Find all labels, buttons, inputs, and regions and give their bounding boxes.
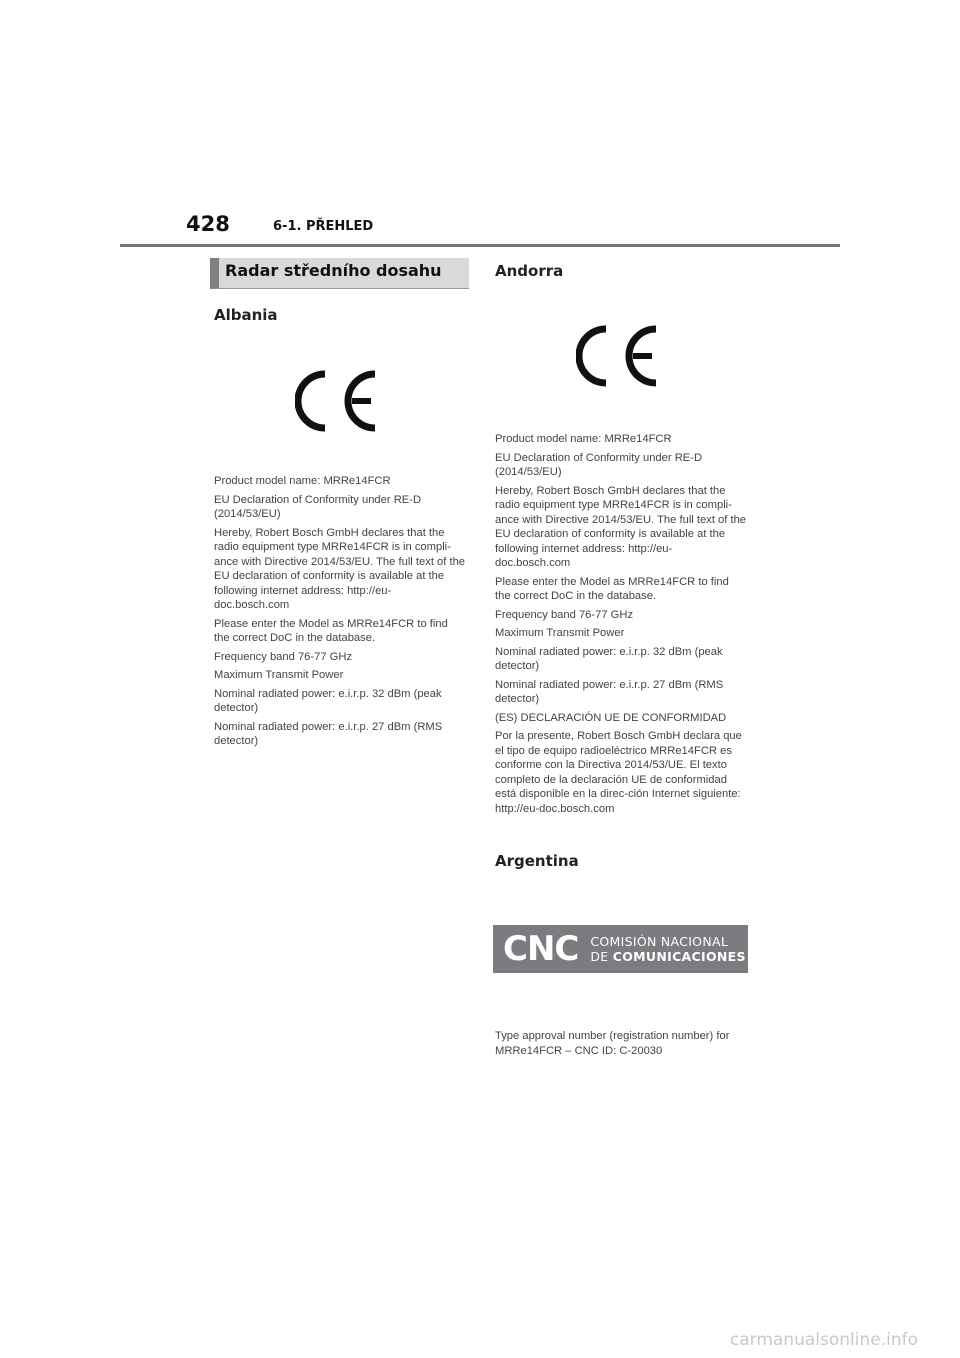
albania-para-4: Please enter the Model as MRRe14FCR to find the correct DoC in the database. (214, 617, 448, 644)
albania-para-7: Nominal radiated power: e.i.r.p. 32 dBm (peak detector) (214, 687, 442, 714)
andorra-para-5: Frequency band 76-77 GHz (495, 608, 634, 621)
andorra-para-1: Product model name: MRRe14FCR (495, 433, 672, 445)
argentina-para-1: Type approval number (registration number) for MRRe14FCR – CNC ID: C-20030 (495, 1030, 730, 1057)
cnc-logo-text (590, 934, 745, 964)
albania-para-6: Maximum Transmit Power (214, 669, 344, 681)
section-title: Radar středního dosahu (225, 261, 442, 280)
watermark: carmanualsonline.info (729, 1330, 918, 1350)
page-number: 428 (186, 212, 230, 236)
cnc-line-2-prefix: DE (590, 949, 609, 964)
albania-para-2: EU Declaration of Conformity under RE-D (2014/53/EU) (214, 493, 422, 520)
cnc-line-2-strong: COMUNICACIONES (612, 949, 746, 964)
andorra-para-9: (ES) DECLARACIÓN UE DE CONFORMIDAD (495, 711, 727, 724)
ce-mark-icon (295, 370, 381, 432)
andorra-para-10: Por la presente, Robert Bosch GmbH declara que el tipo de equipo radioeléctrico MRRe14FCR es conforme con la Directiva 2014/53/UE. El texto completo de la declaración UE de conformidad está disponible en la direc-ción Internet siguiente: http://eu-doc.bosch.com (495, 730, 742, 815)
argentina-text (495, 1029, 747, 1062)
cnc-logo (493, 925, 748, 973)
andorra-para-4: Please enter the Model as MRRe14FCR to find the correct DoC in the database. (495, 575, 729, 602)
albania-para-3: Hereby, Robert Bosch GmbH declares that the radio equipment type MRRe14FCR is in compli-ance with Directive 2014/53/EU. The full text of the EU declaration of conformity is available at the following internet address: http://eu-doc.bosch.com (214, 526, 466, 611)
andorra-para-7: Nominal radiated power: e.i.r.p. 32 dBm (peak detector) (495, 645, 723, 672)
chapter-title: 6-1. PŘEHLED (273, 219, 374, 234)
andorra-para-6: Maximum Transmit Power (495, 627, 625, 639)
cnc-line-1: COMISIÓN NACIONAL (590, 934, 729, 949)
heading-albania: Albania (214, 306, 278, 324)
albania-para-5: Frequency band 76-77 GHz (214, 650, 353, 663)
cnc-line-2 (590, 949, 745, 964)
albania-para-1: Product model name: MRRe14FCR (214, 475, 391, 487)
section-title-box (210, 258, 469, 289)
heading-argentina: Argentina (495, 852, 579, 870)
cnc-wordmark: CNC (503, 929, 579, 969)
ce-mark-icon (576, 325, 662, 387)
albania-text (214, 474, 466, 753)
heading-andorra: Andorra (495, 262, 564, 280)
andorra-para-2: EU Declaration of Conformity under RE-D (2014/53/EU) (495, 451, 703, 478)
andorra-text (495, 432, 747, 820)
andorra-para-3: Hereby, Robert Bosch GmbH declares that the radio equipment type MRRe14FCR is in compli-ance with Directive 2014/53/EU. The full text of the EU declaration of conformity is available at the following internet address: http://eu-doc.bosch.com (495, 484, 747, 569)
header-divider (120, 244, 840, 247)
albania-para-8: Nominal radiated power: e.i.r.p. 27 dBm (RMS detector) (214, 720, 443, 747)
andorra-para-8: Nominal radiated power: e.i.r.p. 27 dBm (RMS detector) (495, 678, 724, 705)
